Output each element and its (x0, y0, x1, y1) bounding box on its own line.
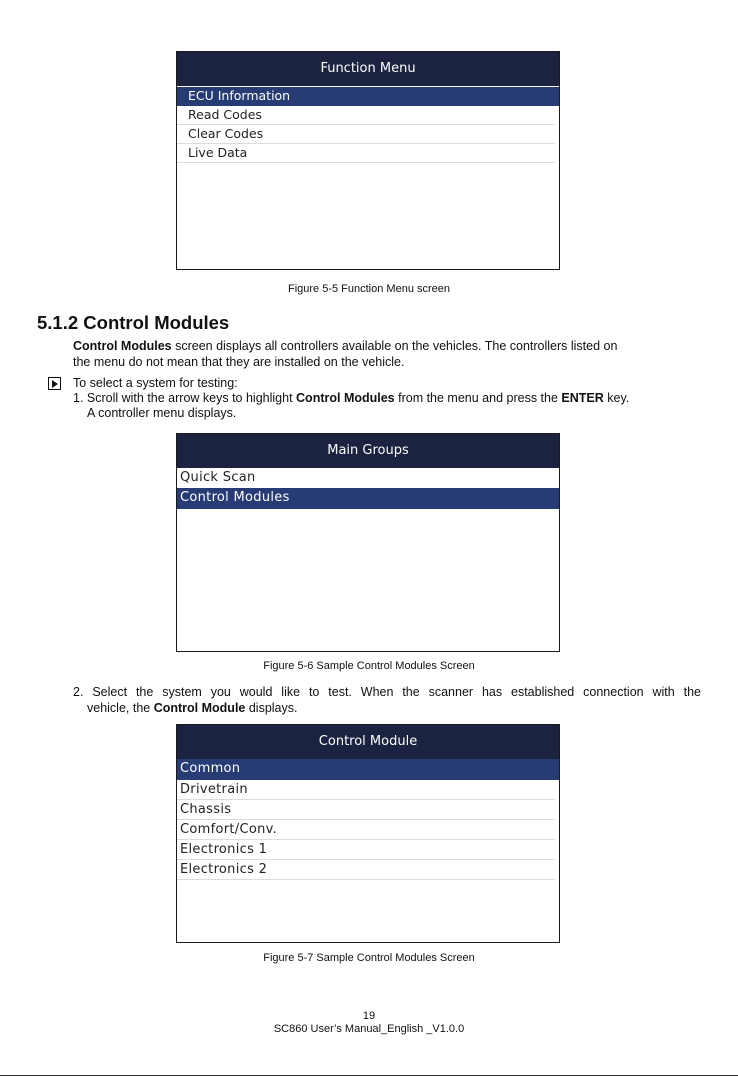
menu-item-electronics-2[interactable]: Electronics 2 (177, 860, 555, 880)
function-menu-screen (176, 51, 560, 270)
page-number: 19 (362, 1010, 376, 1022)
menu-item-clear-codes[interactable]: Clear Codes (177, 125, 555, 144)
menu-list (177, 86, 559, 163)
figure-caption: Figure 5-6 Sample Control Modules Screen (263, 660, 475, 672)
intro-text: screen displays all controllers available on the vehicles. The controllers listed on (171, 339, 618, 353)
figure-caption: Figure 5-7 Sample Control Modules Screen (263, 952, 475, 964)
bold-key: ENTER (561, 391, 604, 405)
screen-title: Function Menu (177, 52, 559, 86)
menu-list (177, 759, 559, 880)
menu-item-comfort-conv[interactable]: Comfort/Conv. (177, 820, 555, 840)
footer-divider (0, 1075, 738, 1076)
main-groups-screen (176, 433, 560, 652)
bold-term: Control Modules (73, 339, 172, 353)
menu-item-common[interactable]: Common (177, 759, 559, 780)
step-1 (73, 391, 629, 407)
section-heading: 5.1.2 Control Modules (37, 312, 230, 333)
menu-item-quick-scan[interactable]: Quick Scan (180, 470, 256, 485)
figure-caption: Figure 5-5 Function Menu screen (287, 283, 451, 295)
menu-item-live-data[interactable]: Live Data (177, 144, 555, 163)
step-1-text: from the menu and press the (394, 391, 562, 405)
bold-term: Control Module (153, 701, 246, 715)
control-module-screen (176, 724, 560, 943)
screen-title: Control Module (177, 725, 559, 759)
step-1-line-2: A controller menu displays. (87, 406, 237, 420)
step-2: 2. Select the system you would like to test. When the scanner has established connection with the (73, 685, 701, 699)
intro-paragraph (73, 339, 617, 370)
step-2-text: vehicle, the (87, 701, 154, 715)
intro-text-2: the menu do not mean that they are installed on the vehicle. (73, 354, 405, 369)
menu-item-chassis[interactable]: Chassis (177, 800, 555, 820)
procedure-intro: To select a system for testing: (73, 376, 238, 390)
menu-item-control-modules[interactable]: Control Modules (177, 488, 559, 509)
bold-term: Control Modules (296, 391, 395, 405)
menu-item-electronics-1[interactable]: Electronics 1 (177, 840, 555, 860)
menu-list (177, 468, 559, 509)
menu-item-drivetrain[interactable]: Drivetrain (177, 780, 555, 800)
step-1-text: 1. Scroll with the arrow keys to highlight (73, 391, 297, 405)
step-2-line-2 (87, 701, 297, 717)
screen-title: Main Groups (177, 434, 559, 468)
menu-item-ecu-information[interactable]: ECU Information (177, 87, 559, 106)
step-1-text: key. (603, 391, 630, 405)
step-2-text: displays. (245, 701, 298, 715)
manual-title: SC860 User’s Manual_English _V1.0.0 (273, 1023, 465, 1035)
menu-item-read-codes[interactable]: Read Codes (177, 106, 555, 125)
procedure-arrow-icon (48, 377, 61, 390)
